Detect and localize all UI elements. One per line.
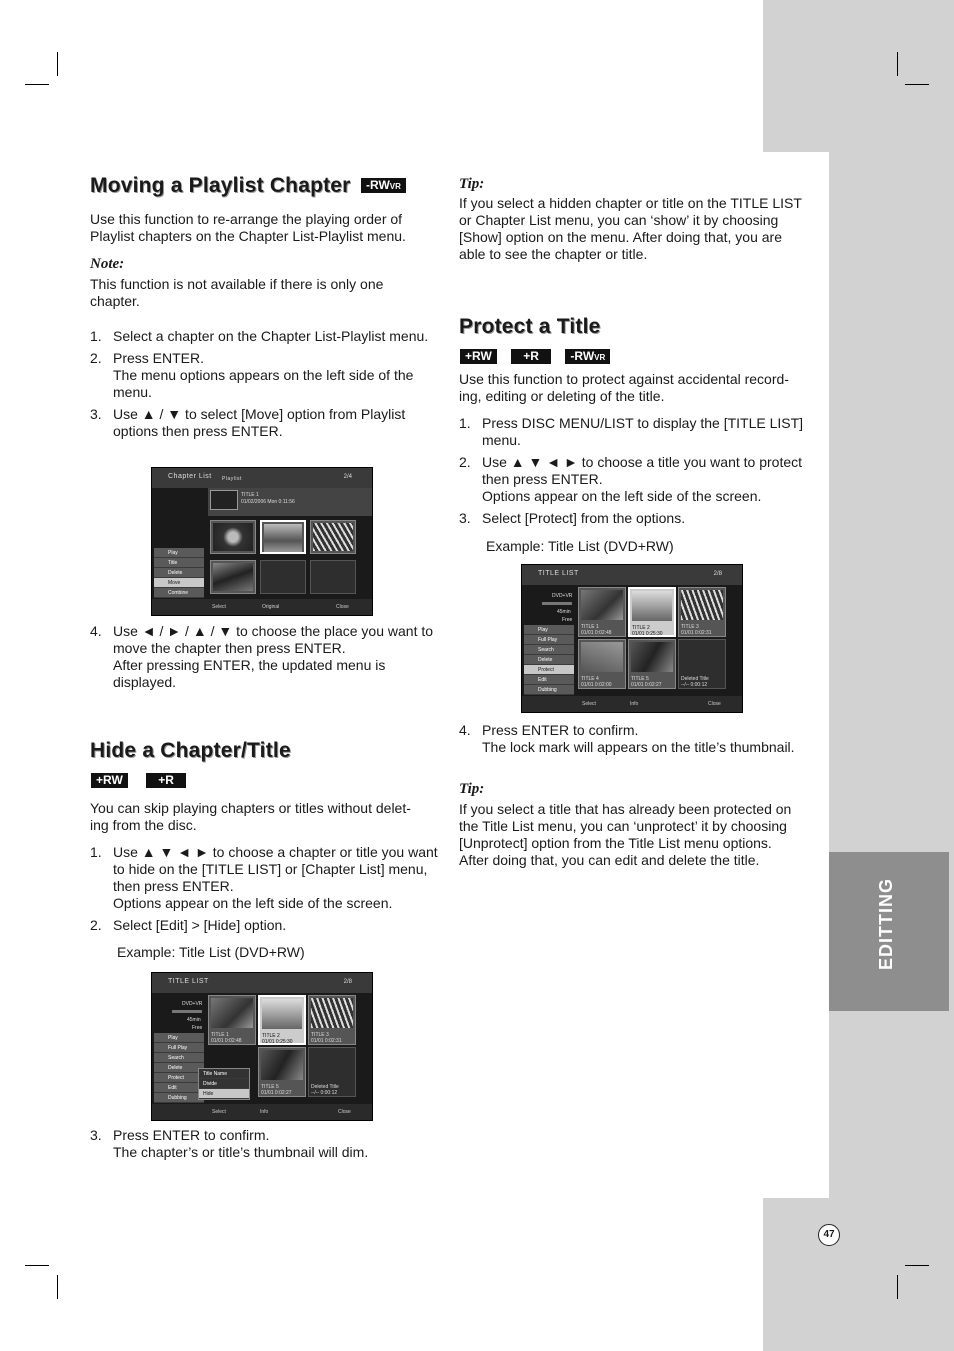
menu-item[interactable]: Full Play	[524, 635, 574, 645]
steps-list	[90, 328, 440, 445]
tip-heading: Tip:	[459, 176, 485, 192]
menu-item[interactable]: Play	[154, 548, 204, 558]
footer-close: Close	[336, 604, 349, 610]
screen-footer	[522, 696, 742, 712]
footer-select: Select	[212, 1109, 226, 1115]
footer-select: Select	[212, 604, 226, 610]
step-item: 3. Press ENTER to confirm. The chapter’s or title’s thumbnail will dim.	[90, 1127, 369, 1160]
footer-select: Select	[582, 701, 596, 707]
screen-title: TITLE LIST	[538, 570, 579, 577]
title-thumbnail[interactable]: TITLE 3 01/01 0:02:31	[678, 587, 726, 637]
remaining-time: 45min	[557, 609, 571, 615]
menu-item[interactable]: Full Play	[154, 1043, 204, 1053]
format-badges	[460, 347, 620, 365]
screen-header	[522, 565, 742, 585]
edit-submenu	[198, 1068, 250, 1100]
title-thumbnail-selected[interactable]: TITLE 2 01/01 0:25:30	[258, 995, 306, 1045]
screen-page: 2/8	[713, 571, 722, 577]
disc-type: DVD+VR	[552, 593, 573, 599]
options-menu	[524, 625, 574, 695]
title-list-protect-screenshot	[521, 564, 743, 713]
menu-item[interactable]: Dubbing	[154, 1093, 204, 1103]
step-item: 1. Select a chapter on the Chapter List-Playlist menu.	[90, 328, 429, 344]
deleted-title-thumbnail[interactable]: Deleted Title --/-- 0:00:12	[308, 1047, 356, 1097]
section-title: Moving a Playlist Chapter	[90, 174, 351, 197]
step-item: 1. Press DISC MENU/LIST to display the [TITLE LIST] menu.	[459, 415, 804, 448]
title-list-hide-screenshot	[151, 972, 373, 1121]
submenu-item-selected[interactable]: Hide	[199, 1089, 249, 1099]
deleted-title-thumbnail[interactable]: Deleted Title --/-- 0:00:12	[678, 639, 726, 689]
screen-header	[152, 468, 372, 488]
section-intro: Use this function to protect against accidental record- ing, editing or deleting of the title.	[459, 371, 789, 404]
format-badge: -RWVR	[565, 349, 610, 364]
tip-text: If you select a hidden chapter or title on the TITLE LIST or Chapter List menu, you can ‘show’ it by choosing [Show] option on the menu. After doing that, you are able to see the chapter or title.	[459, 195, 802, 262]
step-item: 1. Use ▲ ▼ ◄ ► to choose a chapter or title you want to hide on the [TITLE LIST] or [Chapter List] menu, then press ENTER. Options appear on the left side of the screen.	[90, 844, 438, 911]
screen-page: 2/8	[343, 979, 352, 985]
chapter-thumbnail[interactable]	[210, 560, 256, 594]
footer-info: Info	[630, 701, 639, 707]
format-badge: +RW	[460, 349, 497, 364]
step-item: 2. Select [Edit] > [Hide] option.	[90, 917, 287, 933]
section-title: Protect a Title	[459, 315, 601, 338]
empty-thumbnail	[260, 560, 306, 594]
step-item: 3. Use ▲ / ▼ to select [Move] option from Playlist options then press ENTER.	[90, 406, 406, 439]
screen-page: 2/4	[343, 474, 352, 480]
crop-mark	[57, 1275, 58, 1299]
format-badge: +R	[146, 773, 186, 788]
menu-item[interactable]: Title	[154, 558, 204, 568]
submenu-item[interactable]: Title Name	[199, 1069, 249, 1079]
disc-type: DVD+VR	[182, 1001, 203, 1007]
footer-original: Original	[262, 604, 280, 610]
title-thumbnail[interactable]: TITLE 5 01/01 0:02:27	[258, 1047, 306, 1097]
capacity-bar	[542, 602, 572, 605]
format-badge: +R	[511, 349, 551, 364]
step-item: 3. Select [Protect] from the options.	[459, 510, 686, 526]
format-badge: +RW	[91, 773, 128, 788]
menu-item[interactable]: Dubbing	[524, 685, 574, 695]
crop-mark	[897, 52, 898, 76]
menu-item-selected[interactable]: Move	[154, 578, 204, 588]
format-badge: -RWVR	[361, 178, 406, 193]
step-item: 4. Use ◄ / ► / ▲ / ▼ to choose the place you want to move the chapter then press ENTER. After pressing ENTER, the updated menu is displayed.	[90, 623, 434, 690]
steps-list	[90, 844, 440, 939]
menu-item[interactable]: Combine	[154, 588, 204, 598]
title-thumbnail[interactable]: TITLE 1 01/01 0:02:48	[578, 587, 626, 637]
section-intro: You can skip playing chapters or titles without delet- ing from the disc.	[90, 800, 411, 833]
crop-mark	[25, 1265, 49, 1266]
info-title: TITLE 1	[241, 492, 259, 498]
menu-item[interactable]: Delete	[154, 1063, 204, 1073]
sidebar-band	[829, 152, 954, 1198]
note-heading: Note:	[90, 256, 125, 272]
menu-item[interactable]: Protect	[154, 1073, 204, 1083]
screen-footer	[152, 1104, 372, 1120]
crop-mark	[57, 52, 58, 76]
crop-mark	[905, 1265, 929, 1266]
title-thumbnail-selected[interactable]: TITLE 2 01/01 0:25:30	[628, 587, 676, 637]
capacity-bar	[172, 1010, 202, 1013]
menu-item[interactable]: Delete	[524, 655, 574, 665]
remaining-time: 45min	[187, 1017, 201, 1023]
tip-text: If you select a title that has already been protected on the Title List menu, you can ‘unprotect’ it by choosing [Unprotect] option from the Title List menu options. After doing that, you can edit and delete the title.	[459, 801, 792, 868]
menu-item[interactable]: Play	[154, 1033, 204, 1043]
chapter-list-screenshot	[151, 467, 373, 616]
note-text: This function is not available if there is only one chapter.	[90, 276, 384, 309]
chapter-tab	[829, 852, 949, 1011]
title-thumbnail[interactable]: TITLE 3 01/01 0:02:31	[308, 995, 356, 1045]
sidebar-top-band	[763, 0, 954, 152]
info-thumb	[210, 490, 238, 510]
example-caption: Example: Title List (DVD+RW)	[486, 538, 674, 554]
submenu-item[interactable]: Divide	[199, 1079, 249, 1089]
screen-title: Chapter List	[168, 473, 212, 480]
options-menu	[154, 1033, 204, 1103]
screen-title: TITLE LIST	[168, 978, 209, 985]
screen-header	[152, 973, 372, 993]
crop-mark	[905, 84, 929, 85]
menu-item[interactable]: Edit	[524, 675, 574, 685]
menu-item[interactable]: Search	[524, 645, 574, 655]
step-item: 4. Press ENTER to confirm. The lock mark will appears on the title’s thumbnail.	[459, 722, 795, 755]
footer-close: Close	[338, 1109, 351, 1115]
title-thumbnail[interactable]: TITLE 4 01/01 0:02:00	[578, 639, 626, 689]
steps-list	[90, 1127, 440, 1166]
chapter-thumbnail-selected[interactable]	[260, 520, 306, 554]
menu-item[interactable]: Search	[154, 1053, 204, 1063]
menu-item-selected[interactable]: Protect	[524, 665, 574, 675]
free-label: Free	[192, 1025, 203, 1031]
menu-item[interactable]: Delete	[154, 568, 204, 578]
menu-item[interactable]: Play	[524, 625, 574, 635]
empty-thumbnail	[310, 560, 356, 594]
step-item: 2. Use ▲ ▼ ◄ ► to choose a title you want to protect then press ENTER. Options appear on the left side of the screen.	[459, 454, 803, 504]
info-panel	[208, 488, 373, 516]
steps-list	[459, 415, 809, 532]
page-number: 47	[818, 1224, 840, 1246]
title-thumbnail[interactable]: TITLE 1 01/01 0:02:48	[208, 995, 256, 1045]
info-date: 01/02/2006 Mon 0:11:56	[241, 499, 295, 505]
menu-item[interactable]: Edit	[154, 1083, 204, 1093]
section-title: Hide a Chapter/Title	[90, 739, 291, 762]
screen-footer	[152, 599, 372, 615]
tip-heading: Tip:	[459, 781, 485, 797]
crop-mark	[897, 1275, 898, 1299]
chapter-thumbnail[interactable]	[310, 520, 356, 554]
step-item: 2. Press ENTER. The menu options appears on the left side of the menu.	[90, 350, 414, 400]
steps-list	[459, 722, 809, 761]
format-badges	[91, 771, 196, 789]
example-caption: Example: Title List (DVD+RW)	[117, 944, 305, 960]
footer-info: Info	[260, 1109, 269, 1115]
free-label: Free	[562, 617, 573, 623]
screen-subtitle: Playlist	[222, 476, 242, 482]
crop-mark	[25, 84, 49, 85]
footer-close: Close	[708, 701, 721, 707]
sidebar-bottom-band	[763, 1198, 954, 1351]
title-thumbnail[interactable]: TITLE 5 01/01 0:02:27	[628, 639, 676, 689]
options-menu	[154, 548, 204, 598]
section-intro: Use this function to re-arrange the playing order of Playlist chapters on the Chapter List-Playlist menu.	[90, 211, 406, 244]
chapter-thumbnail[interactable]	[210, 520, 256, 554]
section-moving-playlist-chapter	[90, 174, 440, 198]
chapter-tab-label: EDITTING	[876, 878, 896, 970]
steps-list	[90, 623, 440, 696]
